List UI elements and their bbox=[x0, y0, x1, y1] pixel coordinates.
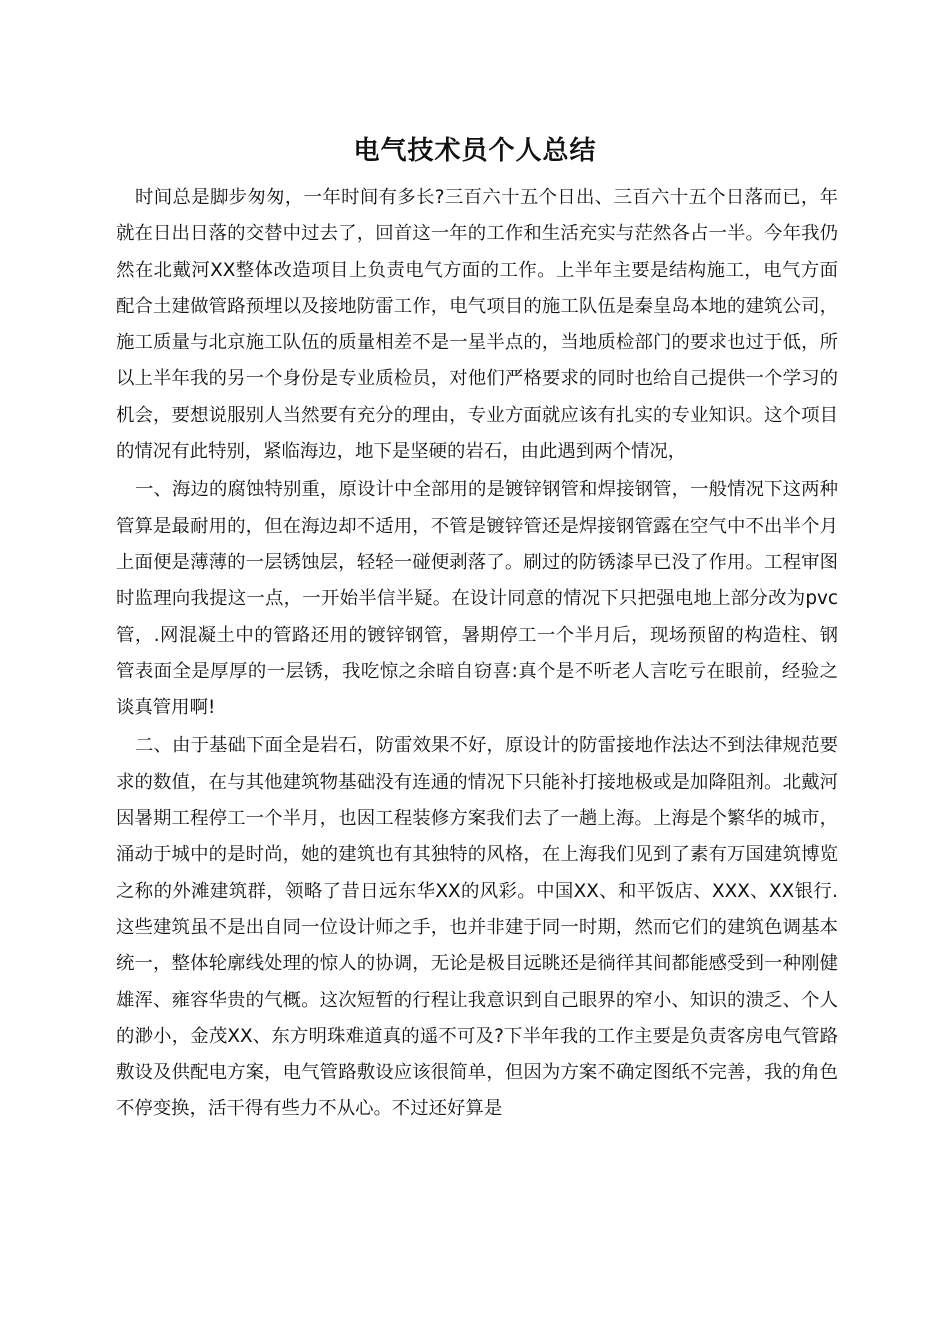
document-title: 电气技术员个人总结 bbox=[353, 136, 597, 166]
paragraph-point-two: 二、由于基础下面全是岩石，防雷效果不好，原设计的防雷接地作法达不到法律规范要求的数值，在与其他建筑物基础没有连通的情况下只能补打接地极或是加降阻剂。北戴河因暑期工程停工一个半月，也因工程装修方案我们去了一趟上海。上海是个繁华的城市，涌动于城中的是时尚，她的建筑也有其独特的风格，在上海我们见到了素有万国建筑博览之称的外滩建筑群，领略了昔日远东华XX的风彩。中国XX、和平饭店、XXX、XX银行.这些建筑虽不是出自同一位设计师之手，也并非建于同一时期，然而它们的建筑色调基本统一，整体轮廓线处理的惊人的协调，无论是极目远眺还是徜徉其间都能感受到一种刚健雄浑、雍容华贵的气概。这次短暂的行程让我意识到自己眼界的窄小、知识的溃乏、个人的渺小，金茂XX、东方明珠难道真的遥不可及?下半年我的工作主要是负责客房电气管路敷设及供配电方案，电气管路敷设应该很简单，但因为方案不确定图纸不完善，我的角色不停变换，活干得有些力不从心。不过还好算是 bbox=[116, 735, 838, 1120]
paragraph-intro: 时间总是脚步匆匆，一年时间有多长?三百六十五个日出、三百六十五个日落而已，年就在日出日落的交替中过去了，回首这一年的工作和生活充实与茫然各占一半。今年我仍然在北戴河XX整体改造项目上负责电气方面的工作。上半年主要是结构施工，电气方面配合土建做管路预埋以及接地防雷工作，电气项目的施工队伍是秦皇岛本地的建筑公司，施工质量与北京施工队伍的质量相差不是一星半点的，当地质检部门的要求也过于低，所以上半年我的另一个身份是专业质检员，对他们严格要求的同时也给自己提供一个学习的机会，要想说服别人当然要有充分的理由，专业方面就应该有扎实的专业知识。这个项目的情况有此特别，紧临海边，地下是坚硬的岩石，由此遇到两个情况， bbox=[116, 187, 838, 463]
document-body bbox=[116, 180, 838, 1128]
paragraph-point-one: 一、海边的腐蚀特别重，原设计中全部用的是镀锌钢管和焊接钢管，一般情况下这两种管算是最耐用的，但在海边却不适用，不管是镀锌管还是焊接钢管露在空气中不出半个月上面便是薄薄的一层锈蚀层，轻轻一碰便剥落了。刷过的防锈漆早已没了作用。工程审图时监理向我提这一点，一开始半信半疑。在设计同意的情况下只把强电地上部分改为pvc管，.网混凝土中的管路还用的镀锌钢管，暑期停工一个半月后，现场预留的构造柱、钢管表面全是厚厚的一层锈，我吃惊之余暗自窃喜:真个是不听老人言吃亏在眼前，经验之谈真管用啊! bbox=[116, 479, 838, 719]
